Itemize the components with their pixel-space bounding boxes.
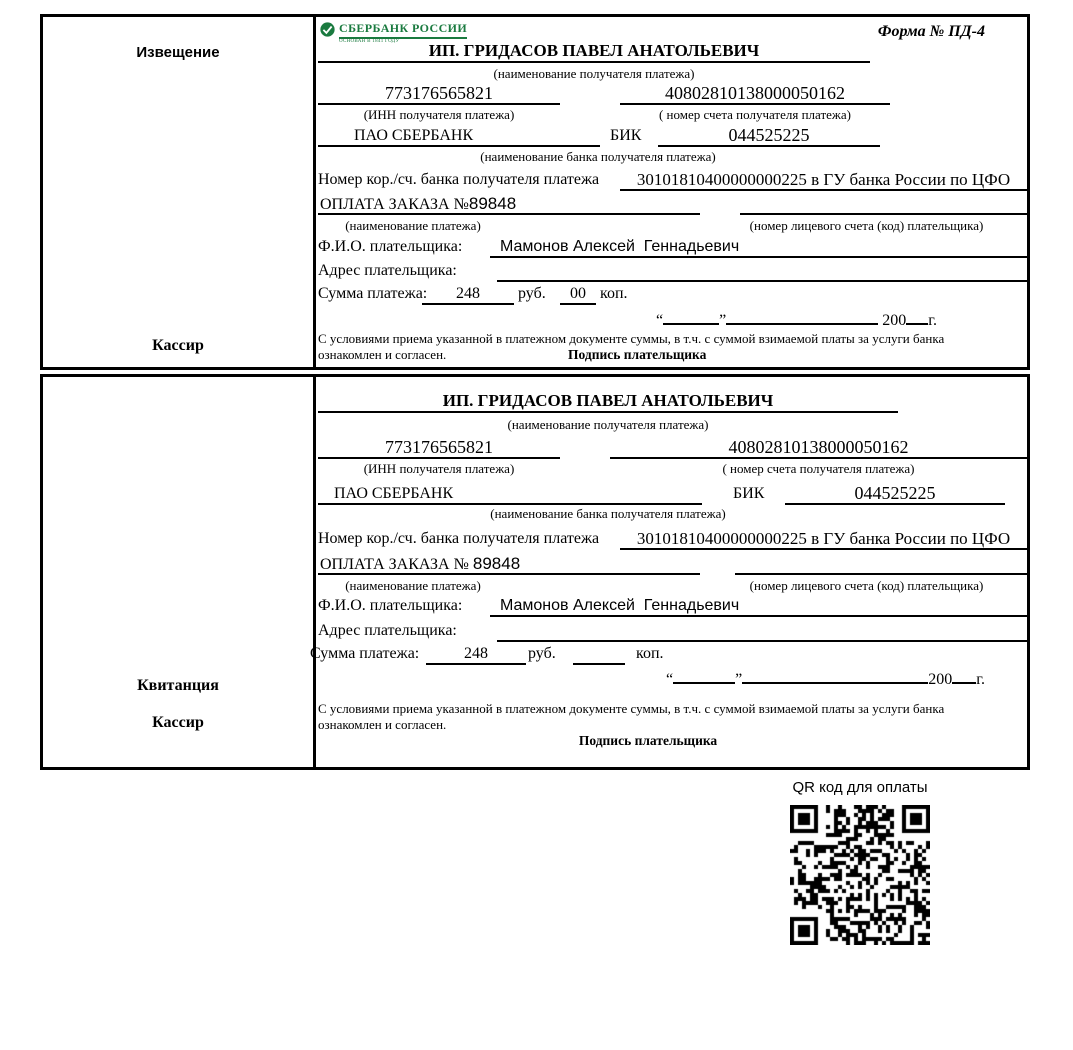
payer-name-label: Ф.И.О. плательщика: [318, 597, 463, 614]
order-label: ОПЛАТА ЗАКАЗА № [320, 196, 469, 213]
date-day-blank [673, 665, 735, 684]
bik-value: 044525225 [658, 125, 880, 147]
order-label: ОПЛАТА ЗАКАЗА № [320, 556, 469, 573]
sum-kop-value: 00 [560, 283, 596, 305]
sberbank-brand-text: СБЕРБАНК РОССИИ [339, 21, 467, 39]
date-year-blank [952, 665, 976, 684]
recipient-name-caption: (наименование получателя платежа) [493, 66, 695, 81]
quote-close: ” [735, 671, 743, 688]
notice-side-label: Извещение [136, 44, 220, 61]
order-number: 89848 [468, 194, 517, 213]
date-row [666, 665, 985, 691]
payment-purpose [318, 193, 700, 215]
bank-name: ПАО СБЕРБАНК [318, 483, 702, 505]
personal-account-caption: (номер лицевого счета (код) плательщика) [749, 218, 984, 233]
personal-account-caption: (номер лицевого счета (код) плательщика) [749, 578, 984, 593]
agreement-line1: С условиями приема указанной в платежном документе суммы, в т.ч. с суммой взимаемой платы за услуги банка [318, 701, 945, 716]
rub-label: руб. [518, 285, 546, 302]
payment-name-caption: (наименование платежа) [345, 218, 481, 233]
bik-label: БИК [610, 127, 642, 144]
inn-value: 773176565821 [318, 437, 560, 459]
sum-rub-value: 248 [422, 283, 514, 305]
payer-signature-label: Подпись плательщика [578, 733, 718, 748]
date-day-blank [663, 306, 719, 325]
notice-body [316, 17, 1027, 367]
agreement-line1: С условиями приема указанной в платежном документе суммы, в т.ч. с суммой взимаемой платы за услуги банка [318, 331, 945, 346]
recipient-name-caption: (наименование получателя платежа) [507, 417, 709, 432]
account-caption: ( номер счета получателя платежа) [722, 461, 915, 476]
payer-address-blank [497, 620, 1027, 642]
year-suffix: г. [976, 671, 985, 688]
notice-cashier-label: Кассир [152, 337, 204, 354]
notice-left-cell [43, 17, 316, 367]
sum-label: Сумма платежа: [318, 285, 428, 302]
recipient-title: ИП. ГРИДАСОВ ПАВЕЛ АНАТОЛЬЕВИЧ [442, 391, 774, 410]
sum-label: Сумма платежа: [310, 645, 420, 662]
agreement-line2: ознакомлен и согласен. [318, 347, 447, 362]
quote-close: ” [719, 312, 727, 329]
bik-value: 044525225 [785, 483, 1005, 505]
inn-caption: (ИНН получателя платежа) [363, 461, 515, 476]
corr-account-label: Номер кор./сч. банка получателя платежа [318, 171, 600, 188]
title-underline [318, 41, 870, 63]
year-suffix: г. [928, 312, 937, 329]
corr-account-value: 30101810400000000225 в ГУ банка России по ЦФО [620, 528, 1027, 550]
receipt-left-cell [43, 377, 316, 767]
bank-name-caption: (наименование банка получателя платежа) [490, 506, 726, 521]
account-caption: ( номер счета получателя платежа) [658, 107, 852, 122]
date-year-blank [906, 306, 928, 325]
qr-code [790, 805, 930, 945]
corr-account-label: Номер кор./сч. банка получателя платежа [318, 530, 600, 547]
payer-name-value: Мамонов Алексей Геннадьевич [490, 595, 1027, 617]
payment-purpose [318, 553, 700, 575]
date-row [656, 306, 937, 332]
quote-open: “ [666, 671, 674, 688]
bik-label: БИК [733, 485, 765, 502]
receipt-section [40, 374, 1030, 770]
sberbank-tagline: ОСНОВАН В 1841 ГОДУ [339, 39, 400, 44]
account-value: 40802810138000050162 [620, 83, 890, 105]
notice-section [40, 14, 1030, 370]
payer-address-label: Адрес плательщика: [318, 262, 457, 279]
sum-kop-blank [573, 643, 625, 665]
date-month-blank [742, 665, 928, 684]
order-number: 89848 [472, 554, 521, 573]
payer-name-label: Ф.И.О. плательщика: [318, 238, 463, 255]
payer-address-blank [497, 260, 1027, 282]
recipient-title: ИП. ГРИДАСОВ ПАВЕЛ АНАТОЛЬЕВИЧ [428, 41, 760, 60]
year-prefix: 200 [882, 312, 907, 329]
sberbank-emblem-icon [320, 22, 335, 37]
inn-caption: (ИНН получателя платежа) [363, 107, 515, 122]
year-prefix: 200 [928, 671, 953, 688]
agreement-line2: ознакомлен и согласен. [318, 717, 447, 732]
bank-name: ПАО СБЕРБАНК [318, 125, 600, 147]
payer-name-value: Мамонов Алексей Геннадьевич [490, 236, 1027, 258]
receipt-side-label: Квитанция [137, 677, 219, 694]
date-month-blank [726, 306, 878, 325]
kop-label: коп. [636, 645, 664, 662]
payment-name-caption: (наименование платежа) [345, 578, 481, 593]
personal-account-line [735, 553, 1027, 575]
receipt-cashier-label: Кассир [152, 714, 204, 731]
rub-label: руб. [528, 645, 556, 662]
quote-open: “ [656, 312, 664, 329]
sum-rub-value: 248 [426, 643, 526, 665]
form-number: Форма № ПД-4 [877, 23, 985, 40]
bank-name-caption: (наименование банка получателя платежа) [480, 149, 716, 164]
account-value: 40802810138000050162 [610, 437, 1027, 459]
qr-block [740, 779, 980, 945]
payer-address-label: Адрес плательщика: [318, 622, 457, 639]
title-underline [318, 391, 898, 413]
inn-value: 773176565821 [318, 83, 560, 105]
qr-label: QR код для оплаты [792, 779, 928, 796]
payer-signature-label: Подпись плательщика [568, 347, 707, 362]
corr-account-value: 30101810400000000225 в ГУ банка России по ЦФО [620, 169, 1027, 191]
agreement-line2-row [318, 347, 1027, 362]
receipt-body [310, 377, 1027, 767]
personal-account-line [740, 193, 1027, 215]
kop-label: коп. [600, 285, 628, 302]
